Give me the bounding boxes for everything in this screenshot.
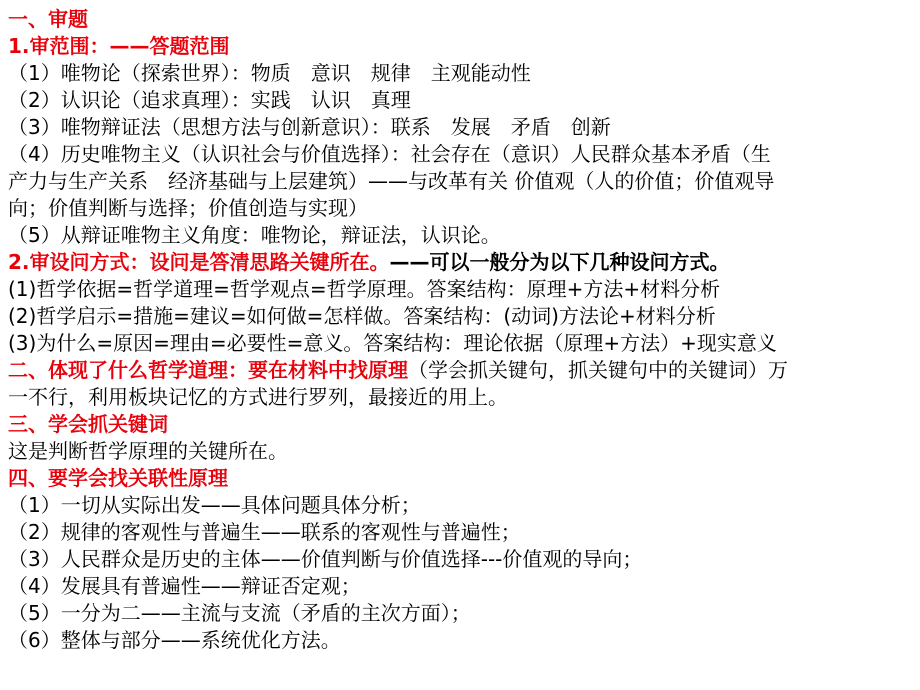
principle-2: （2）规律的客观性与普遍生——联系的客观性与普遍性； bbox=[8, 520, 521, 544]
answer-structure-3: (3)为什么=原因=理由=必要性=意义。答案结构：理论依据（原理+方法）+现实意义 bbox=[8, 331, 777, 355]
heading-question-style bbox=[8, 249, 730, 276]
question-style-label: 2.审设问方式：设问是答清思路关键所在。 bbox=[8, 250, 390, 274]
principle-1: （1）一切从实际出发——具体问题具体分析； bbox=[8, 493, 421, 517]
find-principle-note: （学会抓关键句，抓关键句中的关键词）万 bbox=[408, 358, 788, 382]
answer-structure-1: (1)哲学依据=哲学道理=哲学观点=哲学原理。答案结构：原理+方法+材料分析 bbox=[8, 277, 721, 301]
find-principle-label: 二、体现了什么哲学道理：要在材料中找原理 bbox=[8, 358, 408, 382]
keywords-note: 这是判断哲学原理的关键所在。 bbox=[8, 439, 288, 463]
question-style-note: ——可以一般分为以下几种设问方式。 bbox=[389, 250, 730, 274]
item-historical-materialism: （4）历史唯物主义（认识社会与价值选择）：社会存在（意识）人民群众基本矛盾（生 bbox=[8, 142, 771, 166]
principle-6: （6）整体与部分——系统优化方法。 bbox=[8, 628, 341, 652]
item-historical-materialism-cont: 产力与生产关系 经济基础与上层建筑）——与改革有关 价值观（人的价值；价值观导 bbox=[8, 169, 775, 193]
item-epistemology: （2）认识论（追求真理）：实践 认识 真理 bbox=[8, 88, 411, 112]
answer-structure-2: (2)哲学启示=措施=建议=如何做=怎样做。答案结构：(动词)方法论+材料分析 bbox=[8, 304, 716, 328]
heading-keywords: 三、学会抓关键词 bbox=[8, 412, 168, 436]
principle-4: （4）发展具有普遍性——辩证否定观； bbox=[8, 574, 361, 598]
find-principle-cont: 一不行，利用板块记忆的方式进行罗列，最接近的用上。 bbox=[8, 385, 508, 409]
heading-find-principle bbox=[8, 357, 788, 384]
principle-3: （3）人民群众是历史的主体——价值判断与价值选择---价值观的导向； bbox=[8, 547, 643, 571]
principle-5: （5）一分为二——主流与支流（矛盾的主次方面）； bbox=[8, 601, 471, 625]
item-historical-materialism-end: 向；价值判断与选择；价值创造与实现） bbox=[8, 196, 368, 220]
item-materialism: （1）唯物论（探索世界）：物质 意识 规律 主观能动性 bbox=[8, 61, 531, 85]
item-dialectics: （3）唯物辩证法（思想方法与创新意识）：联系 发展 矛盾 创新 bbox=[8, 115, 611, 139]
heading-scope: 1.审范围：——答题范围 bbox=[8, 34, 230, 58]
heading-related-principles: 四、要学会找关联性原理 bbox=[8, 466, 228, 490]
item-dialectical-materialism: （5）从辩证唯物主义角度：唯物论，辩证法，认识论。 bbox=[8, 223, 501, 247]
heading-review: 一、审题 bbox=[8, 7, 88, 31]
